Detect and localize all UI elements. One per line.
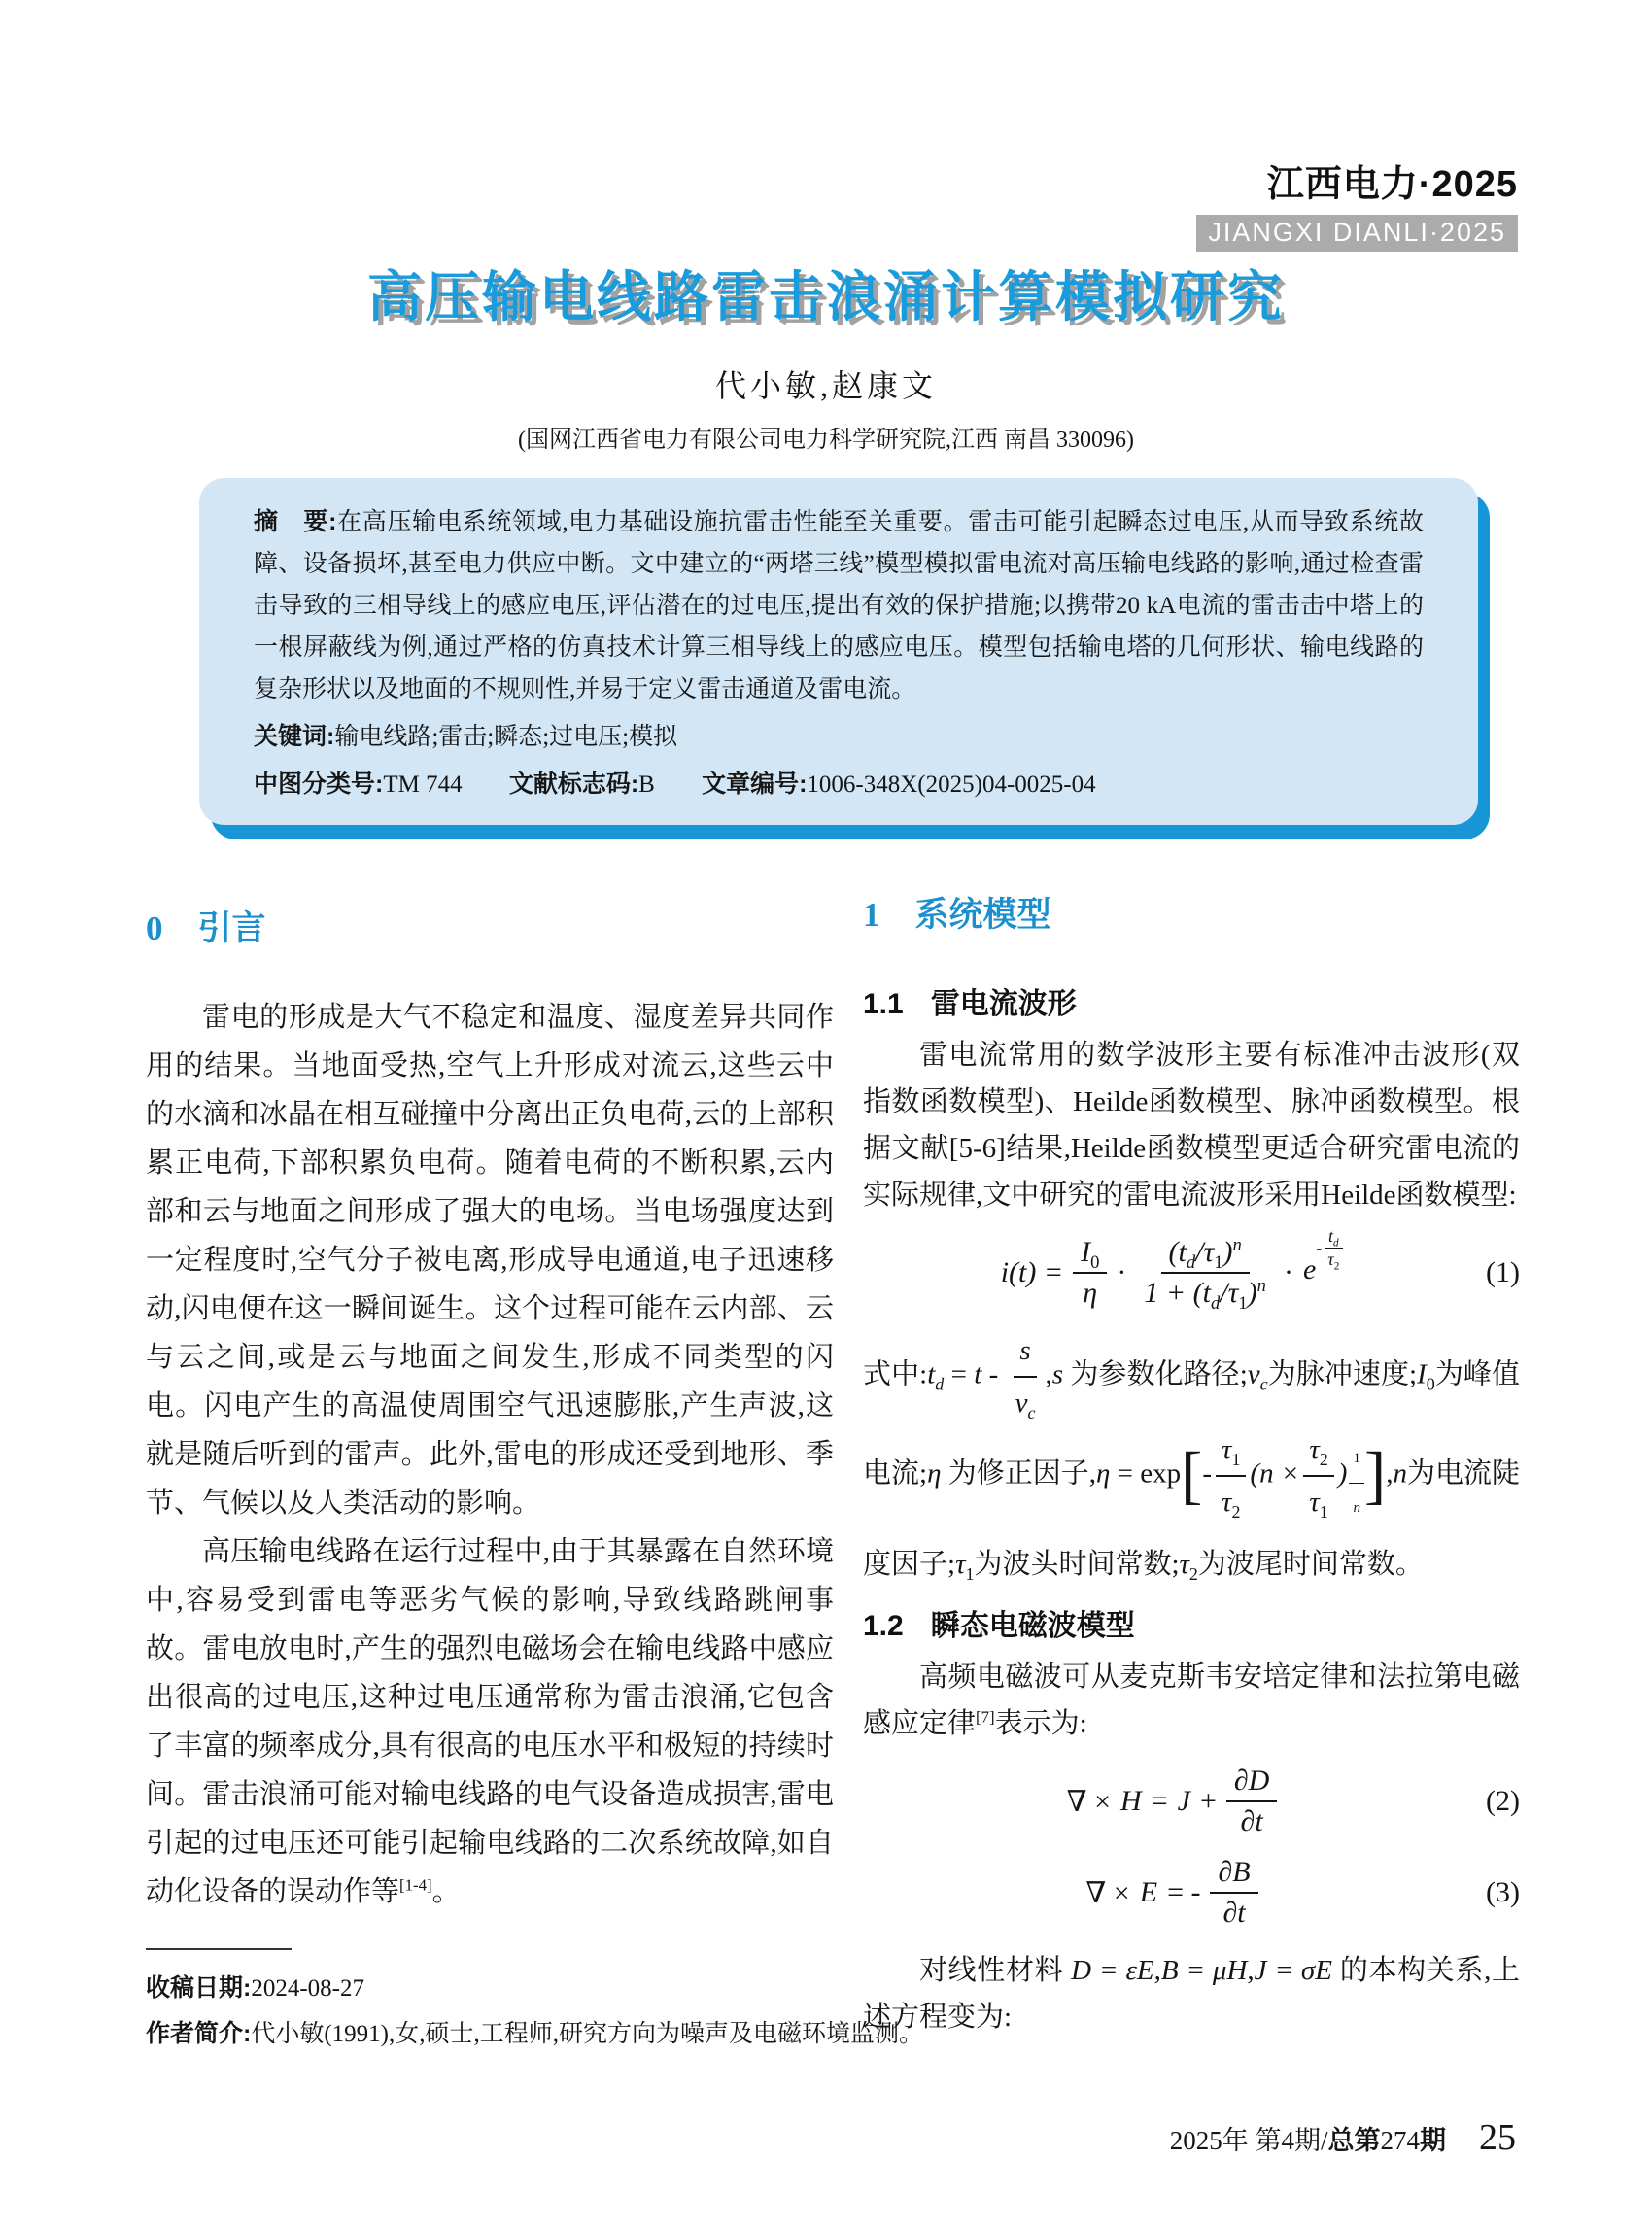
- issue-info: 2025年 第4期/总第274期: [1169, 2126, 1446, 2155]
- received-date-label: 收稿日期:: [146, 1974, 252, 2002]
- intro-paragraph-1: 雷电的形成是大气不稳定和温度、湿度差异共同作用的结果。当地面受热,空气上升形成对流云,这些云中的水滴和冰晶在相互碰撞中分离出正负电荷,云的上部积累正电荷,下部积累负电荷。随着电荷的不断积累,云内部和云与地面之间形成了强大的电场。当电场强度达到一定程度时,空气分子被电离,形成导电通道,电子迅速移动,闪电便在这一瞬间诞生。这个过程可能在云内部、云与云之间,或是云与地面之间发生,形成不同类型的闪电。闪电产生的高温使周围空气迅速膨胀,产生声波,这就是随后听到的雷声。此外,雷电的形成还受到地形、季节、气候以及人类活动的影响。: [146, 1002, 834, 1519]
- citation-7: [7]: [976, 1707, 995, 1727]
- received-date-line: [146, 1966, 1079, 2011]
- section-1-heading: 1 系统模型: [863, 896, 1051, 934]
- intro-paragraph-2: 高压输电线路在运行过程中,由于其暴露在自然环境中,容易受到雷电等恶劣气候的影响,导致线路跳闸事故。雷电放电时,产生的强烈电磁场会在输电线路中感应出很高的过电压,这种过电压通常称为雷击浪涌,它包含了丰富的频率成分,具有很高的电压水平和极短的持续时间。雷击浪涌可能对输电线路的电气设备造成损害,雷电引起的过电压还可能引起输电线路的二次系统故障,如自动化设备的误动作等[1-4]。: [146, 1536, 834, 1907]
- waveform-paragraph: 雷电流常用的数学波形主要有标准冲击波形(双指数函数模型)、Heilde函数模型、脉冲函数模型。根据文献[5-6]结果,Heilde函数模型更适合研究雷电流的实际规律,文中研究的雷电流波形采用Heilde函数模型:: [863, 1040, 1520, 1211]
- page-number: 25: [1479, 2117, 1516, 2158]
- abstract-label: 摘 要:: [254, 508, 337, 535]
- section-1-1-heading: 1.1 雷电流波形: [863, 988, 1077, 1020]
- article-id-value: 1006-348X(2025)04-0025-04: [807, 771, 1096, 798]
- left-bracket: [: [1181, 1440, 1203, 1511]
- fraction-tau2-tau1: $\frac{\tau_2}{\tau_1}$: [1303, 1426, 1333, 1525]
- clc-value: TM 744: [383, 771, 463, 798]
- where-paragraph: 式中$:t_d = t$ - $\frac{s}{v_c}$ ,s 为参数化路径$;v_c$为脉冲速度$;I_0$为峰值电流;η 为修正因子,η = exp[- $\frac{\tau_1}{\tau_2}$ (n × $\frac{\tau_2}{\tau_1}$ ) $\frac{1}{n}$ ],n为电流陡度因子$;\tau_1$为波头时间常数$;\tau_2$为波尾时间常数。: [863, 1327, 1520, 1588]
- abstract-text: 在高压输电系统领域,电力基础设施抗雷击性能至关重要。雷击可能引起瞬态过电压,从而导致系统故障、设备损坏,甚至电力供应中断。文中建立的“两塔三线”模型模拟雷电流对高压输电线路的影响,通过检查雷击导致的三相导线上的感应电压,评估潜在的过电压,提出有效的保护措施;以携带20 kA电流的雷击击中塔上的一根屏蔽线为例,通过严格的仿真技术计算三相导线上的感应电压。模型包括输电塔的几何形状、输电线路的复杂形状以及地面的不规则性,并易于定义雷击通道及雷电流。: [254, 509, 1424, 702]
- article-title: 高压输电线路雷击浪涌计算模拟研究: [367, 266, 1285, 327]
- received-date-value: 2024-08-27: [251, 1975, 364, 2002]
- right-bracket: ]: [1364, 1440, 1387, 1511]
- equation-3-number: (3): [1486, 1876, 1520, 1908]
- equation-3: ∇ × E = - $\frac{\partial B}{\partial t}$ (3): [1085, 1856, 1520, 1929]
- classification-line: [254, 764, 1424, 805]
- right-column: [863, 874, 1520, 2040]
- footnote-divider: [146, 1948, 292, 1950]
- left-column: [146, 874, 834, 1916]
- fraction-dB-dt: $\frac{\partial B}{\partial t}$: [1210, 1856, 1257, 1930]
- fraction-dD-dt: $\frac{\partial D}{\partial t}$: [1226, 1764, 1278, 1838]
- fraction-I0-eta: $\frac{I_0}{\eta}$: [1073, 1236, 1107, 1310]
- authors: 代小敏,赵康文: [714, 368, 937, 403]
- keywords-line: [254, 716, 1424, 758]
- journal-name-en: JIANGXI DIANLI·2025: [1196, 215, 1518, 252]
- doc-code-label: 文献标志码:: [508, 771, 639, 798]
- em-wave-paragraph: 高频电磁波可从麦克斯韦安培定律和法拉第电磁感应定律[7]表示为:: [863, 1661, 1520, 1739]
- equation-2: ∇ × H = J + $\frac{\partial D}{\partial t}$ (2): [1066, 1764, 1520, 1837]
- equation-1: i(t) = $\frac{I_0}{\eta}$ · $\frac{(t_d/\tau_1)^n}{1 + (t_d/\tau_1)^n}$ · e - $t_d$ $\tau_2$ (1): [1000, 1225, 1520, 1314]
- abstract-paragraph: [254, 501, 1424, 710]
- equation-1-number: (1): [1486, 1256, 1520, 1288]
- clc-label: 中图分类号:: [254, 771, 384, 798]
- journal-header: [1196, 154, 1518, 252]
- keywords-text: 输电线路;雷击;瞬态;过电压;模拟: [334, 724, 678, 750]
- journal-name-cn: 江西电力·2025: [1266, 164, 1518, 205]
- constitutive-paragraph: 对线性材料 D = εE,B = μH,J = σE 的本构关系,上述方程变为:: [863, 1955, 1520, 2033]
- section-0-heading: 0 引言: [146, 909, 266, 947]
- author-bio-label: 作者简介:: [146, 2020, 252, 2047]
- doc-code-value: B: [638, 771, 655, 798]
- fraction-tau1-tau2: $\frac{\tau_1}{\tau_2}$: [1216, 1426, 1246, 1525]
- abstract-box: [199, 478, 1478, 825]
- citation-1-4: [1-4]: [399, 1875, 432, 1895]
- section-1-2-heading: 1.2 瞬态电磁波模型: [863, 1610, 1135, 1642]
- affiliation: (国网江西省电力有限公司电力科学研究院,江西 南昌 330096): [518, 428, 1134, 453]
- author-bio-line: [146, 2011, 1079, 2057]
- fraction-s-vc: $\frac{s}{v_c}$: [1010, 1327, 1042, 1426]
- exp-term: e - $t_d$ $\tau_2$: [1303, 1251, 1343, 1295]
- author-bio-value: 代小敏(1991),女,硕士,工程师,研究方向为噪声及电磁环境监测。: [251, 2021, 923, 2047]
- exponent-1-over-n: $\frac{1}{n}$: [1349, 1435, 1364, 1531]
- footnote-block: [146, 1948, 1079, 2057]
- article-id-label: 文章编号:: [702, 771, 808, 798]
- page-footer: [1170, 2116, 1516, 2159]
- fraction-td-tau1: $\frac{(t_d/\tau_1)^n}{1 + (t_d/\tau_1)^n}$: [1144, 1235, 1266, 1314]
- equation-2-number: (2): [1486, 1785, 1520, 1817]
- keywords-label: 关键词:: [254, 723, 335, 750]
